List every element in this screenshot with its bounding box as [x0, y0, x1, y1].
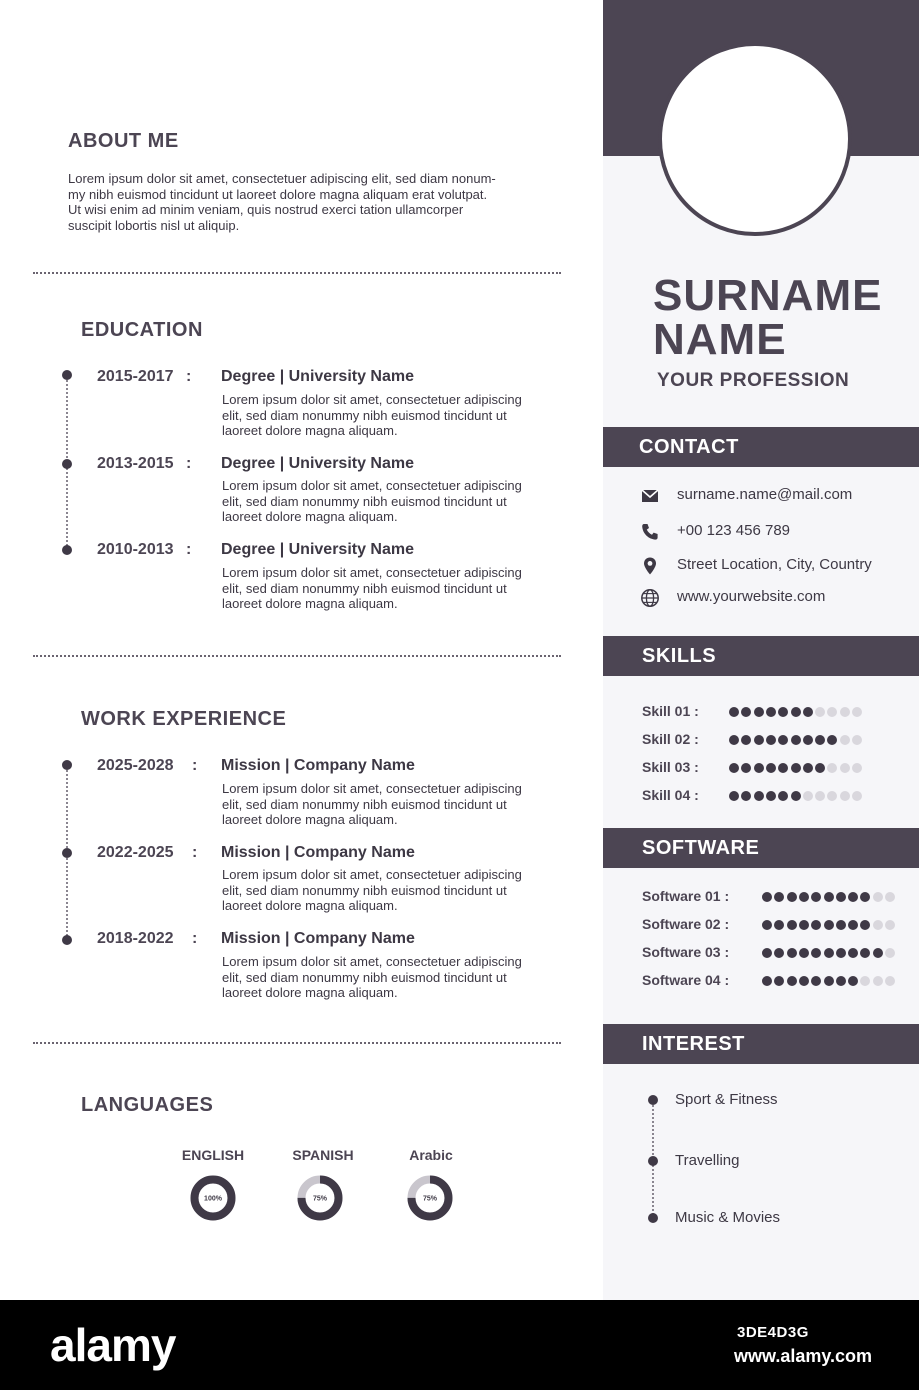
rating-dot-filled	[791, 707, 801, 717]
description-line: Lorem ipsum dolor sit amet, consectetuer adipiscing	[222, 565, 522, 580]
rating-dot-filled	[873, 948, 883, 958]
ring-percent-label: 100%	[204, 1195, 222, 1203]
rating-dot-filled	[824, 920, 834, 930]
timeline-dot	[62, 760, 72, 770]
timeline-dot	[62, 935, 72, 945]
globe-icon	[640, 588, 660, 608]
work-years: 2018-2022	[97, 930, 174, 947]
description-line: Lorem ipsum dolor sit amet, consectetuer adipiscing	[222, 781, 522, 796]
rating-dot-filled	[803, 707, 813, 717]
rating-dot-empty	[840, 735, 850, 745]
languages-heading: LANGUAGES	[81, 1094, 214, 1116]
education-years: 2015-2017	[97, 368, 174, 385]
description-line: laoreet dolore magna aliquam.	[222, 423, 398, 438]
rating-dot-filled	[729, 707, 739, 717]
skill-label: Skill 01 :	[642, 703, 699, 719]
phone-icon	[640, 522, 660, 542]
about-heading: ABOUT ME	[68, 130, 179, 152]
about-line: Lorem ipsum dolor sit amet, consectetuer adipiscing elit, sed diam nonum-	[68, 171, 496, 186]
rating-dot-filled	[766, 791, 776, 801]
rating-dot-filled	[766, 735, 776, 745]
rating-dot-empty	[803, 791, 813, 801]
rating-dot-empty	[852, 791, 862, 801]
rating-dot-filled	[766, 763, 776, 773]
work-description	[222, 781, 562, 828]
contact-heading	[603, 427, 919, 467]
rating-dot-filled	[762, 948, 772, 958]
education-colon: :	[186, 368, 192, 385]
work-colon: :	[192, 757, 198, 774]
rating-dot-filled	[836, 976, 846, 986]
rating-dot-filled	[824, 976, 834, 986]
interest-bullet	[648, 1213, 658, 1223]
rating-dot-empty	[885, 948, 895, 958]
section-divider	[33, 272, 561, 274]
language-name: Arabic	[409, 1147, 453, 1163]
section-divider	[33, 1042, 561, 1044]
rating-dot-filled	[824, 892, 834, 902]
language-ring-chart	[407, 1175, 453, 1221]
software-label: Software 03 :	[642, 944, 730, 960]
rating-dot-empty	[840, 707, 850, 717]
description-line: elit, sed diam nonummy nibh euismod tincidunt ut	[222, 796, 507, 812]
language-ring-chart	[190, 1175, 236, 1221]
profession-title: YOUR PROFESSION	[657, 370, 850, 391]
software-label: Software 02 :	[642, 916, 730, 932]
rating-dot-filled	[799, 892, 809, 902]
work-title: Mission | Company Name	[221, 844, 415, 861]
description-line: elit, sed diam nonummy nibh euismod tincidunt ut	[222, 580, 507, 596]
rating-dot-filled	[754, 763, 764, 773]
rating-dot-filled	[762, 892, 772, 902]
description-line: elit, sed diam nonummy nibh euismod tincidunt ut	[222, 493, 507, 509]
skill-label: Skill 04 :	[642, 787, 699, 803]
rating-dot-filled	[803, 735, 813, 745]
rating-dot-filled	[754, 735, 764, 745]
description-line: laoreet dolore magna aliquam.	[222, 812, 398, 827]
description-line: elit, sed diam nonummy nibh euismod tincidunt ut	[222, 407, 507, 423]
rating-dot-empty	[852, 735, 862, 745]
software-label: Software 01 :	[642, 888, 730, 904]
rating-dot-filled	[762, 976, 772, 986]
work-title: Mission | Company Name	[221, 757, 415, 774]
timeline-dot	[62, 848, 72, 858]
timeline-dot	[62, 459, 72, 469]
language-name: ENGLISH	[181, 1147, 245, 1163]
description-line: laoreet dolore magna aliquam.	[222, 509, 398, 524]
education-description	[222, 565, 562, 612]
work-description	[222, 954, 562, 1001]
skill-label: Skill 03 :	[642, 759, 699, 775]
work-years: 2025-2028	[97, 757, 174, 774]
description-line: elit, sed diam nonummy nibh euismod tincidunt ut	[222, 882, 507, 898]
contact-email[interactable]: surname.name@mail.com	[677, 486, 853, 503]
interest-item: Travelling	[675, 1152, 740, 1169]
rating-dot-filled	[729, 791, 739, 801]
contact-address: Street Location, City, Country	[677, 556, 872, 573]
rating-dot-empty	[873, 920, 883, 930]
rating-dot-filled	[791, 791, 801, 801]
name-heading: NAME	[653, 315, 787, 364]
skills-heading	[603, 636, 919, 676]
about-paragraph	[68, 171, 558, 233]
skills-heading-label: SKILLS	[642, 645, 717, 667]
contact-website[interactable]: www.yourwebsite.com	[677, 588, 826, 605]
about-line: my nibh euismod tincidunt ut laoreet dolore magna aliquam erat volutpat.	[68, 186, 488, 202]
rating-dot-filled	[729, 763, 739, 773]
rating-dot-filled	[787, 920, 797, 930]
ring-percent-label: 75%	[312, 1195, 328, 1203]
software-heading	[603, 828, 919, 868]
rating-dot-filled	[799, 948, 809, 958]
rating-dot-filled	[754, 707, 764, 717]
interest-heading-label: INTEREST	[642, 1033, 745, 1055]
rating-dot-filled	[766, 707, 776, 717]
contact-phone[interactable]: +00 123 456 789	[677, 522, 791, 539]
skill-label: Skill 02 :	[642, 731, 699, 747]
watermark-image-id: 3DE4D3G	[737, 1324, 809, 1341]
rating-dot-filled	[799, 976, 809, 986]
work-description	[222, 867, 562, 914]
interest-bullet	[648, 1156, 658, 1166]
language-name: SPANISH	[292, 1147, 354, 1163]
rating-dot-empty	[852, 763, 862, 773]
work-heading: WORK EXPERIENCE	[81, 708, 287, 730]
rating-dot-empty	[885, 892, 895, 902]
education-description	[222, 392, 562, 439]
work-colon: :	[192, 844, 198, 861]
watermark-logo: alamy	[50, 1319, 176, 1371]
rating-dot-empty	[840, 791, 850, 801]
rating-dot-filled	[729, 735, 739, 745]
rating-dot-empty	[873, 892, 883, 902]
education-title: Degree | University Name	[221, 541, 415, 558]
education-title: Degree | University Name	[221, 455, 415, 472]
rating-dot-filled	[824, 948, 834, 958]
envelope-icon	[640, 486, 660, 506]
language-ring-chart	[297, 1175, 343, 1221]
description-line: laoreet dolore magna aliquam.	[222, 596, 398, 611]
rating-dot-filled	[791, 763, 801, 773]
work-years: 2022-2025	[97, 844, 174, 861]
rating-dot-filled	[754, 791, 764, 801]
ring-percent-label: 75%	[422, 1195, 438, 1203]
about-line: suscipit lobortis nisl ut aliquip.	[68, 217, 240, 233]
interest-item: Sport & Fitness	[675, 1091, 778, 1108]
section-divider	[33, 655, 561, 657]
rating-dot-filled	[836, 948, 846, 958]
description-line: laoreet dolore magna aliquam.	[222, 985, 398, 1000]
description-line: Lorem ipsum dolor sit amet, consectetuer adipiscing	[222, 392, 522, 407]
rating-dot-filled	[799, 920, 809, 930]
rating-dot-empty	[852, 707, 862, 717]
description-line: laoreet dolore magna aliquam.	[222, 898, 398, 913]
education-heading: EDUCATION	[81, 319, 203, 341]
rating-dot-filled	[787, 892, 797, 902]
education-colon: :	[186, 455, 192, 472]
rating-dot-filled	[836, 892, 846, 902]
timeline-dot	[62, 545, 72, 555]
about-line: Ut wisi enim ad minim veniam, quis nostrud exerci tation ullamcorper	[68, 202, 464, 217]
education-description	[222, 478, 562, 525]
rating-dot-empty	[840, 763, 850, 773]
education-colon: :	[186, 541, 192, 558]
rating-dot-filled	[787, 976, 797, 986]
education-title: Degree | University Name	[221, 368, 415, 385]
watermark-url: www.alamy.com	[734, 1346, 873, 1366]
description-line: Lorem ipsum dolor sit amet, consectetuer adipiscing	[222, 478, 522, 493]
software-heading-label: SOFTWARE	[642, 837, 760, 859]
location-pin-icon	[640, 556, 660, 576]
work-colon: :	[192, 930, 198, 947]
education-years: 2013-2015	[97, 455, 174, 472]
work-title: Mission | Company Name	[221, 930, 415, 947]
surname-heading: SURNAME	[653, 271, 883, 320]
education-years: 2010-2013	[97, 541, 174, 558]
interest-bullet	[648, 1095, 658, 1105]
rating-dot-empty	[885, 976, 895, 986]
rating-dot-filled	[762, 920, 772, 930]
profile-photo-placeholder	[658, 42, 852, 236]
software-label: Software 04 :	[642, 972, 730, 988]
rating-dot-empty	[885, 920, 895, 930]
description-line: Lorem ipsum dolor sit amet, consectetuer adipiscing	[222, 954, 522, 969]
rating-dot-filled	[787, 948, 797, 958]
timeline-dot	[62, 370, 72, 380]
rating-dot-empty	[873, 976, 883, 986]
rating-dot-filled	[803, 763, 813, 773]
rating-dot-filled	[791, 735, 801, 745]
description-line: Lorem ipsum dolor sit amet, consectetuer adipiscing	[222, 867, 522, 882]
contact-heading-label: CONTACT	[639, 436, 739, 458]
interest-heading	[603, 1024, 919, 1064]
rating-dot-filled	[836, 920, 846, 930]
description-line: elit, sed diam nonummy nibh euismod tincidunt ut	[222, 969, 507, 985]
interest-item: Music & Movies	[675, 1209, 781, 1226]
